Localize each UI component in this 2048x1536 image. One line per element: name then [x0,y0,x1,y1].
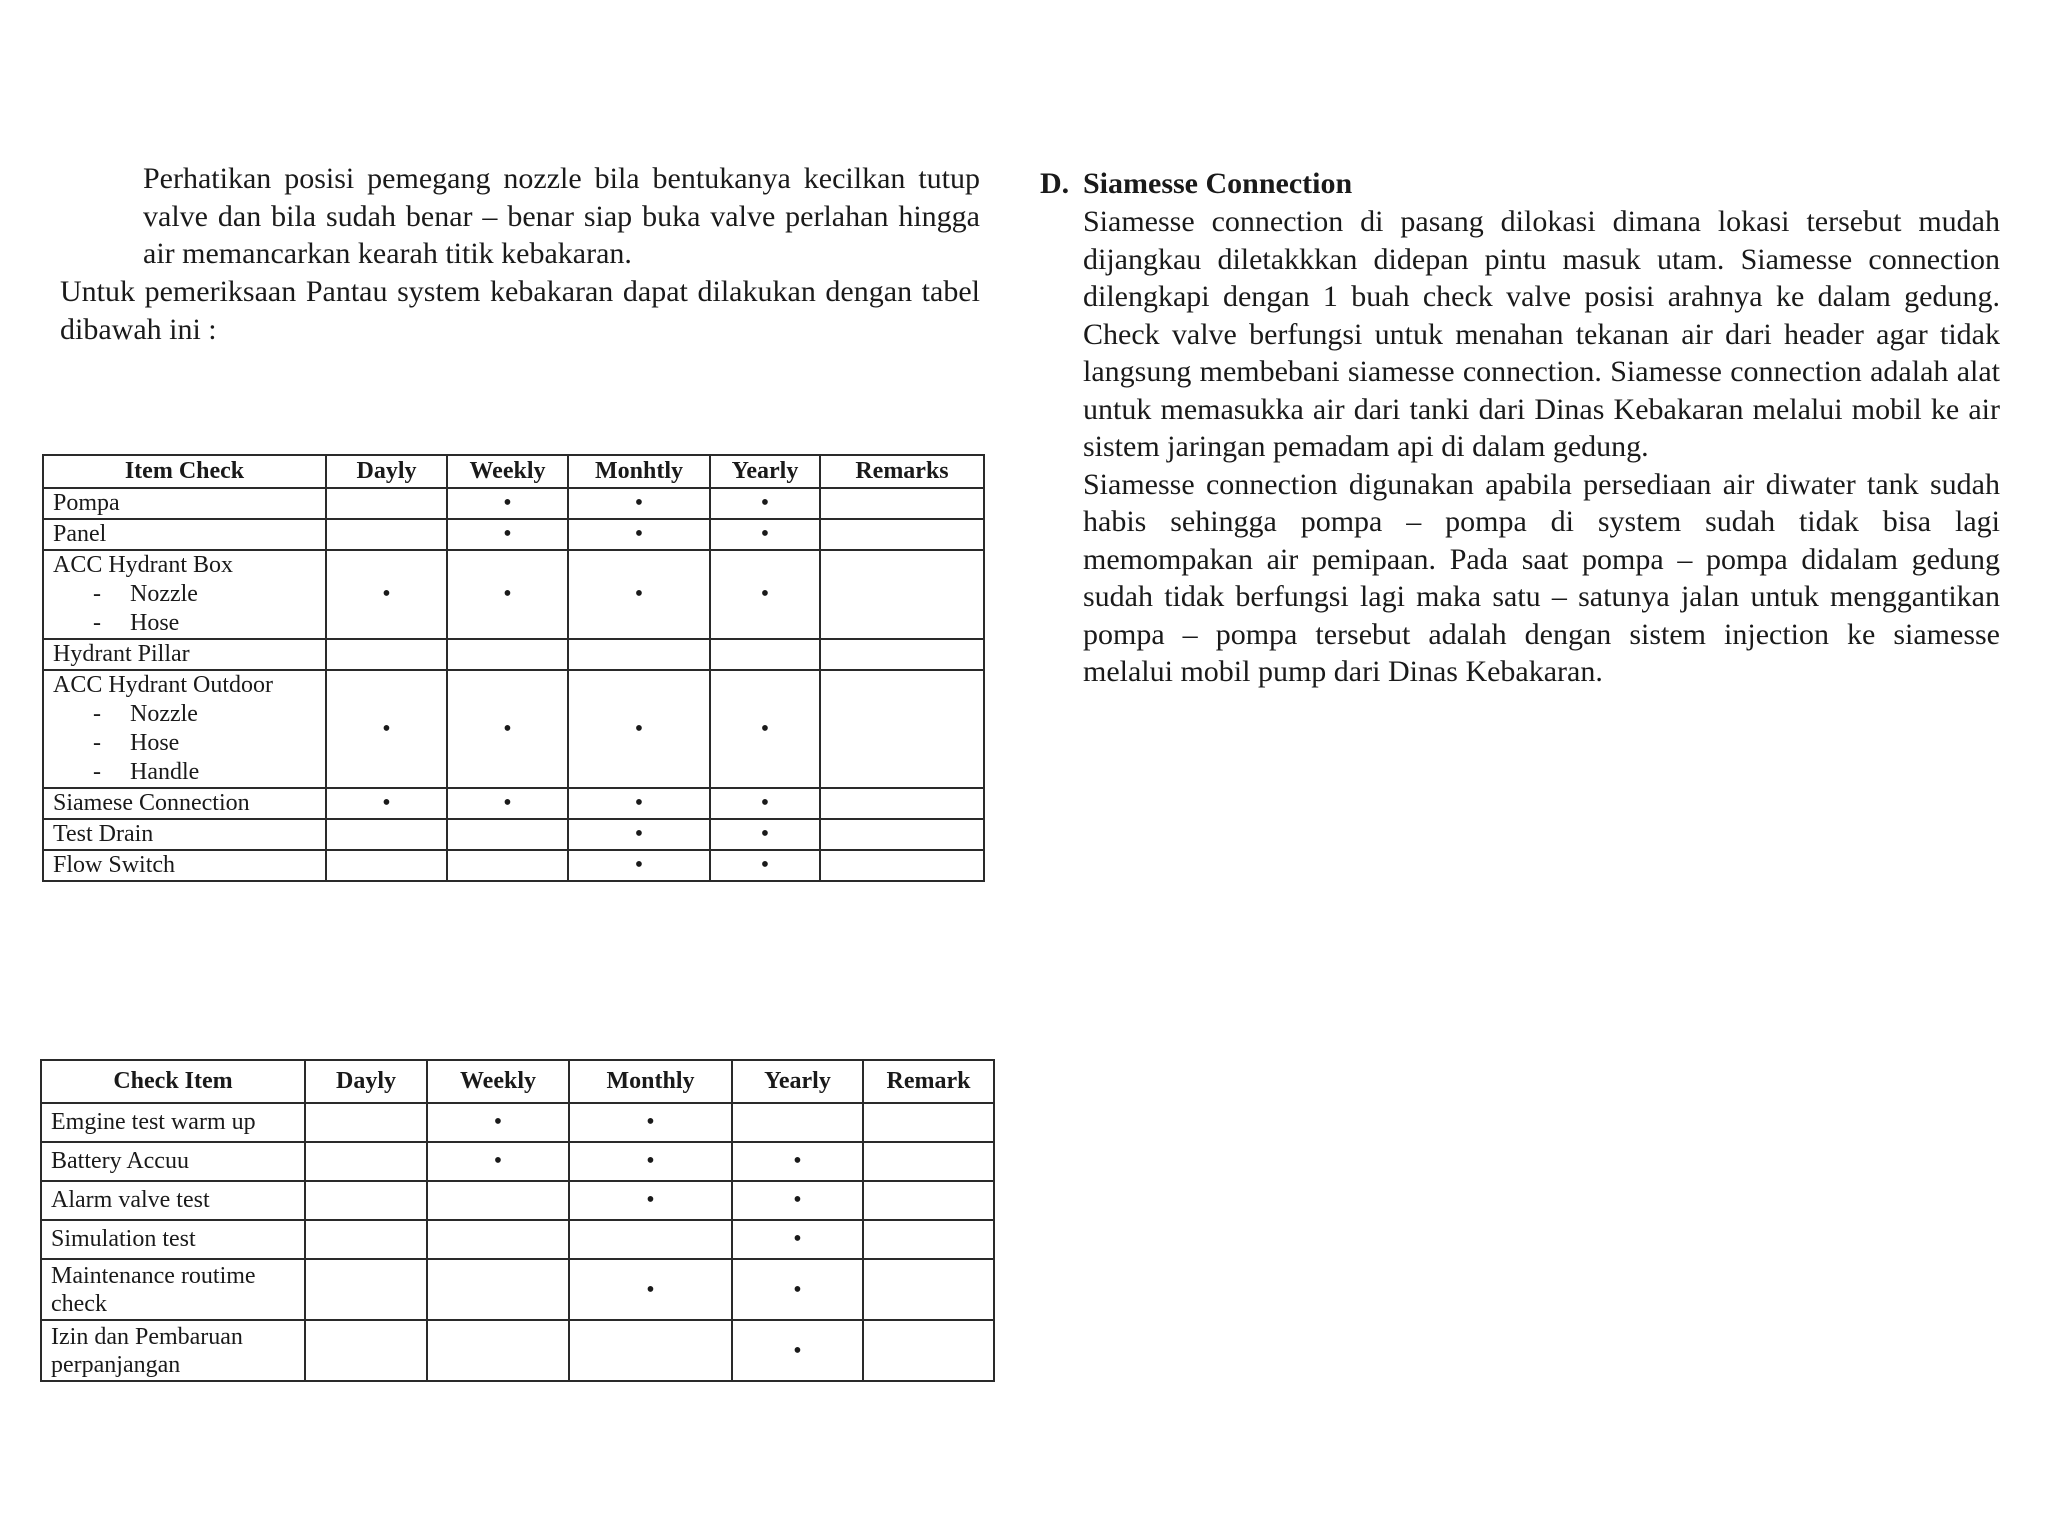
column-header: Remarks [820,455,984,488]
check-cell [568,488,710,519]
item-cell [41,1142,305,1181]
item-cell [41,1259,305,1320]
check-mark-icon: • [493,1109,503,1135]
item-cell [41,1103,305,1142]
check-mark-icon: • [503,790,512,816]
item-label: Battery Accuu [51,1148,189,1174]
check-mark-icon: • [760,490,770,516]
table-row [41,1259,994,1320]
check-cell [710,550,820,639]
check-cell [710,670,820,788]
table-row [43,488,984,519]
check-cell [427,1320,569,1381]
check-cell [710,488,820,519]
check-cell [447,488,568,519]
inspection-table-hydrant [42,454,985,882]
check-cell [820,550,984,639]
check-cell [820,488,984,519]
check-cell [305,1181,427,1220]
item-label: Maintenance routime check [51,1262,256,1317]
inspection-table-pump [40,1059,995,1382]
check-cell [305,1220,427,1259]
item-label: Emgine test warm up [51,1109,256,1135]
check-mark-icon: • [760,521,770,547]
check-mark-icon: • [503,581,512,607]
check-cell [568,639,710,670]
column-header: Remark [863,1060,994,1103]
item-label: Alarm valve test [51,1187,210,1213]
check-cell [710,639,820,670]
item-label: Simulation test [51,1226,196,1252]
table-row [43,519,984,550]
sub-item-label: - Hose [53,609,316,638]
section-heading [1040,165,1352,203]
check-cell [326,550,447,639]
check-cell [569,1320,732,1381]
section-paragraph: Siamesse connection digunakan apabila persediaan air diwater tank sudah habis sehingga pompa – pompa di system sudah tidak bisa lagi memompakan air pemipaan. Pada saat pompa – pompa didalam gedung sudah tidak berfungsi lagi maka satu – satunya jalan untuk menggantikan pompa – pompa tersebut adalah dengan sistem injection ke siamesse melalui mobil pump dari Dinas Kebakaran. [1083,467,2000,688]
check-mark-icon: • [503,490,512,516]
check-cell [447,639,568,670]
item-label: Flow Switch [53,852,176,878]
item-label: Izin dan Pembaruan perpanjangan [51,1323,243,1378]
check-cell [568,819,710,850]
check-mark-icon: • [793,1148,802,1174]
item-cell [41,1181,305,1220]
table-intro-paragraph: Untuk pemeriksaan Pantau system kebakaran dapat dilakukan dengan tabel dibawah ini : [60,275,980,346]
check-cell [447,819,568,850]
item-cell [43,519,326,550]
check-cell [732,1142,863,1181]
check-cell [569,1259,732,1320]
item-cell [43,550,326,639]
check-cell [447,550,568,639]
table-row [41,1181,994,1220]
check-mark-icon: • [793,1187,802,1213]
check-cell [305,1142,427,1181]
item-cell [41,1220,305,1259]
check-cell [569,1181,732,1220]
check-cell [326,519,447,550]
check-cell [569,1220,732,1259]
check-cell [732,1320,863,1381]
check-cell [863,1320,994,1381]
check-mark-icon: • [793,1226,802,1252]
section-letter: D. [1040,167,1070,200]
intro-paragraph: Perhatikan posisi pemegang nozzle bila bentukanya kecilkan tutup valve dan bila sudah benar – benar siap buka valve perlahan hingga air memancarkan kearah titik kebakaran. [143,162,980,270]
table-row [41,1320,994,1381]
item-cell [43,670,326,788]
check-mark-icon: • [634,852,644,878]
check-cell [427,1142,569,1181]
check-mark-icon: • [382,715,391,742]
check-cell [863,1142,994,1181]
check-cell [305,1259,427,1320]
check-cell [305,1320,427,1381]
check-cell [732,1259,863,1320]
table-row [41,1142,994,1181]
item-cell [43,639,326,670]
check-cell [568,788,710,819]
check-cell [568,550,710,639]
check-cell [326,788,447,819]
check-cell [326,639,447,670]
check-mark-icon: • [503,715,512,742]
sub-item-label: - Nozzle [53,700,316,729]
column-header: Weekly [427,1060,569,1103]
check-cell [427,1103,569,1142]
check-mark-icon: • [793,1337,802,1364]
check-cell [710,819,820,850]
column-header: Dayly [305,1060,427,1103]
check-cell [568,519,710,550]
check-cell [326,488,447,519]
check-mark-icon: • [634,821,644,847]
column-header: Monthly [569,1060,732,1103]
section-paragraph: Siamesse connection di pasang dilokasi dimana lokasi tersebut mudah dijangkau diletakkkan didepan pintu masuk utam. Siamesse connection dilengkapi dengan 1 buah check valve posisi arahnya ke dalam gedung. Check valve berfungsi untuk menahan tekanan air dari header agar tidak langsung membebani siamesse connection. Siamesse connection adalah alat untuk memasukka air dari tanki dari Dinas Kebakaran melalui mobil ke air sistem jaringan pemadam api di dalam gedung. [1083,205,2000,463]
table-header-row [41,1060,994,1103]
item-label: ACC Hydrant Outdoor [53,672,273,698]
item-cell [43,850,326,881]
check-cell [732,1103,863,1142]
check-cell [820,670,984,788]
item-label: ACC Hydrant Box [53,552,233,578]
check-mark-icon: • [382,790,391,816]
column-header: Dayly [326,455,447,488]
section-title: Siamesse Connection [1083,167,1353,200]
table-row [41,1103,994,1142]
table-row [43,850,984,881]
check-mark-icon: • [382,581,391,607]
item-label: Test Drain [53,821,154,847]
check-cell [326,850,447,881]
section-body [1083,203,2000,691]
table-row [43,819,984,850]
check-mark-icon: • [646,1148,655,1174]
sub-item-label: - Handle [53,758,316,787]
check-mark-icon: • [634,790,644,816]
check-cell [820,819,984,850]
check-mark-icon: • [760,581,770,607]
check-cell [820,850,984,881]
check-cell [863,1103,994,1142]
check-cell [447,670,568,788]
table-row [41,1220,994,1259]
check-cell [427,1220,569,1259]
column-header: Yearly [732,1060,863,1103]
check-cell [820,519,984,550]
check-cell [427,1259,569,1320]
item-cell [43,819,326,850]
check-cell [710,519,820,550]
item-cell [41,1320,305,1381]
item-label: Hydrant Pillar [53,641,190,667]
column-header: Monhtly [568,455,710,488]
check-mark-icon: • [646,1276,655,1303]
check-cell [863,1220,994,1259]
check-cell [447,850,568,881]
check-mark-icon: • [634,490,644,516]
check-mark-icon: • [760,715,770,742]
check-cell [568,850,710,881]
check-mark-icon: • [646,1187,655,1213]
check-cell [447,788,568,819]
check-mark-icon: • [760,790,770,816]
sub-item-label: - Hose [53,729,316,758]
check-cell [326,670,447,788]
column-header: Item Check [43,455,326,488]
item-label: Panel [53,521,107,547]
check-cell [427,1181,569,1220]
check-mark-icon: • [503,521,512,547]
table-row [43,639,984,670]
check-cell [732,1181,863,1220]
table-row [43,670,984,788]
check-cell [863,1181,994,1220]
item-cell [43,488,326,519]
check-mark-icon: • [634,521,644,547]
item-label: Siamese Connection [53,790,250,816]
table-row [43,550,984,639]
check-cell [569,1142,732,1181]
check-cell [820,639,984,670]
check-cell [732,1220,863,1259]
sub-item-label: - Nozzle [53,580,316,609]
check-cell [447,519,568,550]
item-cell [43,788,326,819]
check-cell [710,850,820,881]
column-header: Yearly [710,455,820,488]
item-label: Pompa [53,490,120,516]
check-mark-icon: • [634,581,644,607]
table-row [43,788,984,819]
check-mark-icon: • [793,1276,802,1303]
check-cell [326,819,447,850]
check-cell [710,788,820,819]
table-header-row [43,455,984,488]
check-cell [863,1259,994,1320]
check-cell [569,1103,732,1142]
check-cell [820,788,984,819]
column-header: Weekly [447,455,568,488]
check-mark-icon: • [634,715,644,742]
check-mark-icon: • [646,1109,655,1135]
column-header: Check Item [41,1060,305,1103]
check-cell [568,670,710,788]
check-mark-icon: • [760,821,770,847]
check-mark-icon: • [493,1148,503,1174]
check-mark-icon: • [760,852,770,878]
check-cell [305,1103,427,1142]
